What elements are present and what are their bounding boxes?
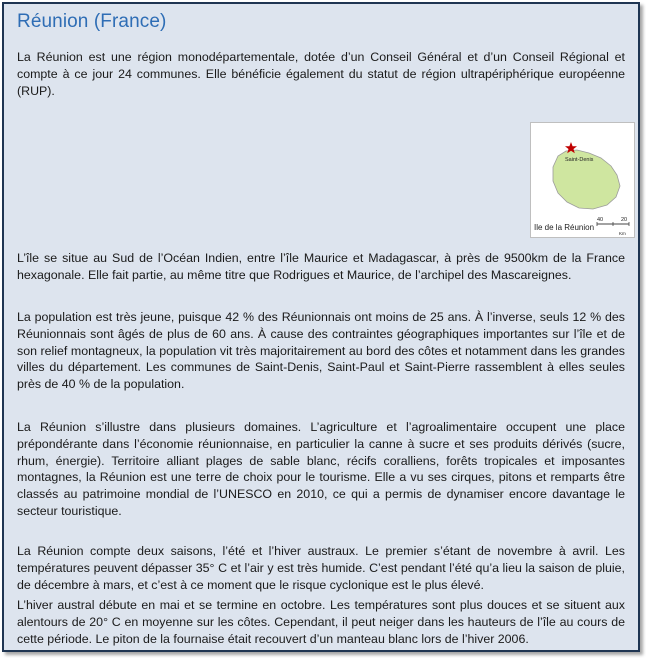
map-caption: Ile de la Réunion xyxy=(534,223,595,232)
scale-label-20: 20 xyxy=(621,217,628,223)
reunion-map xyxy=(530,122,635,238)
paragraph-winter: L’hiver austral débute en mai et se termine en octobre. Les températures sont plus douces et se situent aux alentours de 20° C en moyenne sur les côtes. Cependant, il peut neiger dans les hauteurs de l’île au cours de cette période. Le piton de la fournaise était recouvert d’un manteau blanc lors de l’hiver 2006. xyxy=(17,598,625,646)
scale-unit-label: Km xyxy=(619,231,626,236)
page-title: Réunion (France) xyxy=(17,11,167,32)
city-label: Saint-Denis xyxy=(565,157,594,163)
paragraph-summer: La Réunion compte deux saisons, l’été et l’hiver austraux. Le premier s’étant de novembre à avril. Les températures peuvent dépasser 35° C et l’air y est très humide. C’est pendant l’été qu’a lieu la saison de pluie, de décembre à mars, et c’est à ce moment que le risque cyclonique est le plus élevé. xyxy=(17,544,625,592)
paragraph-geography: L’île se situe au Sud de l’Océan Indien, entre l’île Maurice et Madagascar, à près de 9500km de la France hexagonale. Elle fait partie, au même titre que Rodrigues et Maurice, de l’archipel des Mascareignes. xyxy=(17,251,625,282)
paragraph-status: La Réunion est une région monodépartementale, dotée d’un Conseil Général et d’un Conseil Régional et compte à ce jour 24 communes. Elle bénéficie également du statut de région ultrapériphérique européenne (RUP). xyxy=(17,50,625,98)
info-panel xyxy=(2,2,640,652)
paragraph-economy: La Réunion s’illustre dans plusieurs domaines. L’agriculture et l’agroalimentaire occupent une place prépondérante dans l’économie réunionnaise, en particulier la canne à sucre et ses produits dérivés (sucre, rhum, énergie). Territoire alliant plages de sable blanc, récifs coralliens, forêts tropicales et imposantes montagnes, la Réunion est une terre de choix pour le tourisme. Elle a vu ses cirques, pitons et remparts être classés au patrimoine mondial de l’UNESCO en 2010, ce qui a permis de dynamiser encore davantage le secteur touristique. xyxy=(17,420,625,518)
paragraph-population: La population est très jeune, puisque 42 % des Réunionnais ont moins de 25 ans. À l’inverse, seuls 12 % des Réunionnais sont âgés de plus de 60 ans. À cause des contraintes géographiques importantes sur l’île et de son relief montagneux, la population vit très majoritairement au bord des côtes et notamment dans les grandes villes du département. Les communes de Saint-Denis, Saint-Paul et Saint-Pierre rassemblent à elles seules près de 40 % de la population. xyxy=(17,310,625,392)
scale-label-40: 40 xyxy=(597,217,604,223)
